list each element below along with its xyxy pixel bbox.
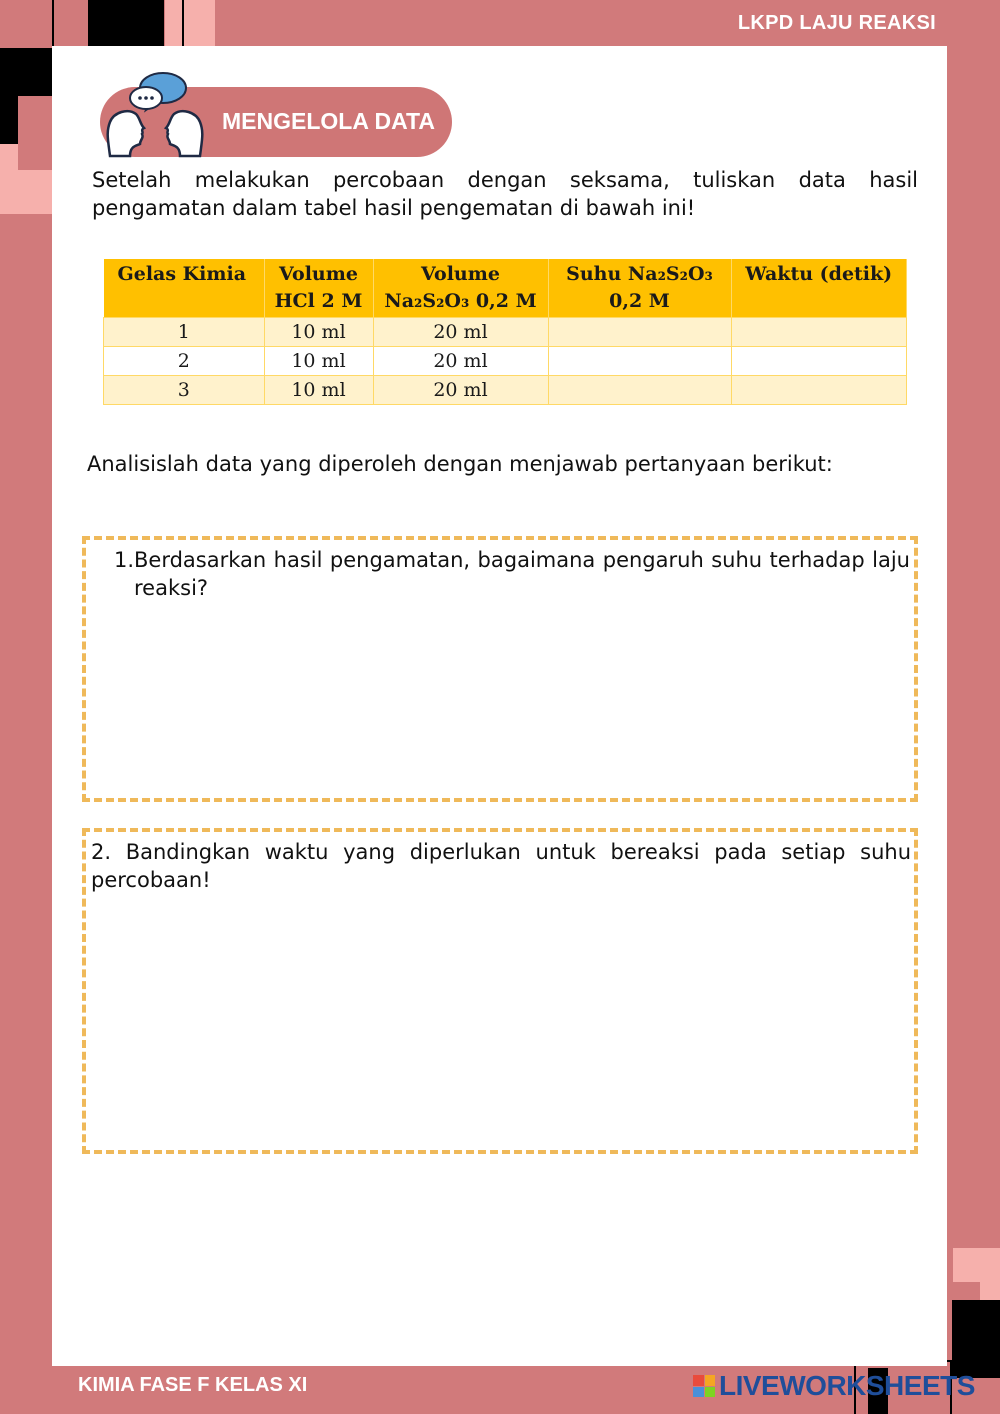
question-1-number: 1. xyxy=(114,548,135,572)
two-heads-speech-icon xyxy=(100,70,210,160)
cell-na: 20 ml xyxy=(373,376,548,405)
section-title: MENGELOLA DATA xyxy=(222,108,435,134)
header-gelas-kimia: Gelas Kimia xyxy=(104,259,265,318)
header-volume-na-line2: Na₂S₂O₃ 0,2 M xyxy=(384,290,537,312)
cell-na: 20 ml xyxy=(373,318,548,347)
header-volume-hcl xyxy=(264,259,373,318)
question-1-text: Berdasarkan hasil pengamatan, bagaimana pengaruh suhu terhadap laju reaksi? xyxy=(134,548,910,600)
observation-table xyxy=(103,259,907,405)
table-header-row xyxy=(104,259,907,318)
cell-hcl: 10 ml xyxy=(264,376,373,405)
header-volume-hcl-line1: Volume xyxy=(279,263,358,285)
header-waktu: Waktu (detik) xyxy=(731,259,907,318)
footer-subject: KIMIA FASE F KELAS XI xyxy=(78,1374,308,1396)
header-suhu-line2: 0,2 M xyxy=(609,290,670,312)
table-row xyxy=(104,347,907,376)
question-1 xyxy=(114,546,910,602)
answer-box-2[interactable] xyxy=(82,828,918,1154)
header-volume-na-line1: Volume xyxy=(421,263,500,285)
cell-na: 20 ml xyxy=(373,347,548,376)
cell-gelas: 1 xyxy=(104,318,265,347)
cell-gelas: 2 xyxy=(104,347,265,376)
table-row xyxy=(104,376,907,405)
header-volume-hcl-line2: HCl 2 M xyxy=(274,290,363,312)
cell-suhu-input[interactable] xyxy=(548,376,731,405)
cell-waktu-input[interactable] xyxy=(731,347,907,376)
cell-suhu-input[interactable] xyxy=(548,318,731,347)
cell-gelas: 3 xyxy=(104,376,265,405)
intro-instruction: Setelah melakukan percobaan dengan seksama, tuliskan data hasil pengamatan dalam tabel hasil pengematan di bawah ini! xyxy=(92,168,918,220)
header-title: LKPD LAJU REAKSI xyxy=(737,12,936,34)
header-suhu-line1: Suhu Na₂S₂O₃ xyxy=(566,263,713,285)
header-suhu xyxy=(548,259,731,318)
question-2-text: 2. Bandingkan waktu yang diperlukan untuk bereaksi pada setiap suhu percobaan! xyxy=(91,840,911,892)
cell-suhu-input[interactable] xyxy=(548,347,731,376)
cell-hcl: 10 ml xyxy=(264,347,373,376)
table-row xyxy=(104,318,907,347)
answer-box-1[interactable] xyxy=(82,536,918,802)
analysis-instruction: Analisislah data yang diperoleh dengan menjawab pertanyaan berikut: xyxy=(87,452,833,476)
liveworksheets-logo-icon xyxy=(693,1375,715,1397)
header-volume-na xyxy=(373,259,548,318)
cell-waktu-input[interactable] xyxy=(731,318,907,347)
cell-hcl: 10 ml xyxy=(264,318,373,347)
brand-text: LIVEWORKSHEETS xyxy=(719,1370,975,1401)
liveworksheets-brand xyxy=(693,1370,975,1402)
cell-waktu-input[interactable] xyxy=(731,376,907,405)
